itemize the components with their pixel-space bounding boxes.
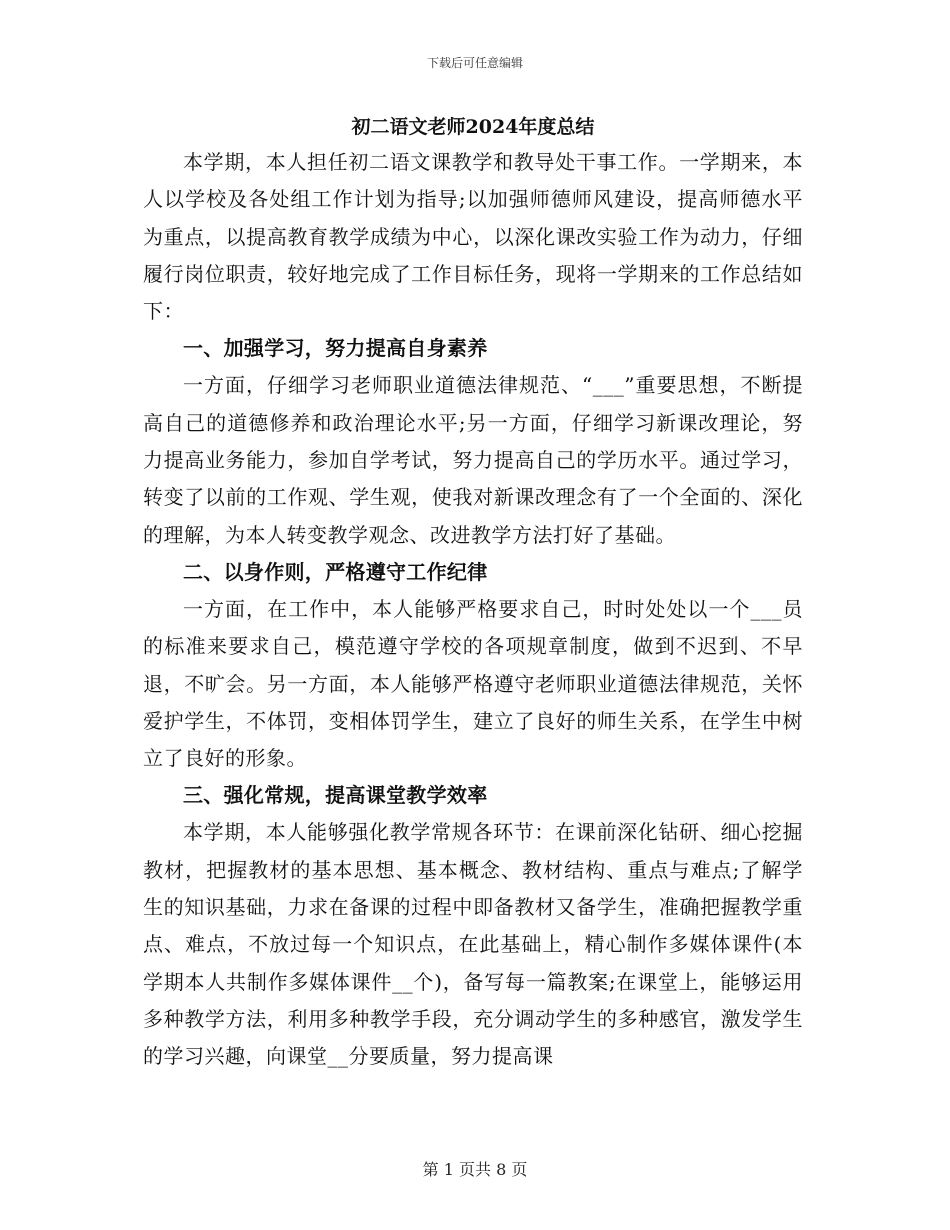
document-title: 初二语文老师2024年度总结 xyxy=(351,116,595,138)
section-heading-3: 三、强化常规，提高课堂教学效率 xyxy=(183,783,488,808)
paragraph-intro: 本学期，本人担任初二语文课教学和教导处干事工作。一学期来，本人以学校及各处组工作计划为指导;以加强师德师风建设，提高师德水平为重点，以提高教育教学成绩为中心，以深化课改实验工作为动力，仔细履行岗位职责，较好地完成了工作目标任务，现将一学期来的工作总结如下： xyxy=(143,150,803,324)
page-header: 下载后可任意编辑 xyxy=(426,56,523,70)
section-heading-2: 二、以身作则，严格遵守工作纪律 xyxy=(183,559,488,584)
paragraph-section-3: 本学期，本人能够强化教学常规各环节：在课前深化钻研、细心挖掘教材，把握教材的基本思想、基本概念、教材结构、重点与难点;了解学生的知识基础，力求在备课的过程中即备教材又备学生，准确把握教学重点、难点，不放过每一个知识点，在此基础上，精心制作多媒体课件(本学期本人共制作多媒体课件__个)，备写每一篇教案;在课堂上，能够运用多种教学方法，利用多种教学手段，充分调动学生的多种感官，激发学生的学习兴趣，向课堂__分要质量，努力提高课 xyxy=(143,820,803,1069)
page-number: 第 1 页共 8 页 xyxy=(422,1160,528,1179)
paragraph-section-2: 一方面，在工作中，本人能够严格要求自己，时时处处以一个___员的标准来要求自己，模范遵守学校的各项规章制度，做到不迟到、不早退，不旷会。另一方面，本人能够严格遵守老师职业道德法律规范，关怀爱护学生，不体罚，变相体罚学生，建立了良好的师生关系，在学生中树立了良好的形象。 xyxy=(143,596,803,771)
section-heading-1: 一、加强学习，努力提高自身素养 xyxy=(183,336,488,361)
paragraph-section-1: 一方面，仔细学习老师职业道德法律规范、“___”重要思想，不断提高自己的道德修养和政治理论水平;另一方面，仔细学习新课改理论，努力提高业务能力，参加自学考试，努力提高自己的学历水平。通过学习，转变了以前的工作观、学生观，使我对新课改理念有了一个全面的、深化的理解，为本人转变教学观念、改进教学方法打好了基础。 xyxy=(143,373,803,547)
document-body xyxy=(143,110,803,1076)
